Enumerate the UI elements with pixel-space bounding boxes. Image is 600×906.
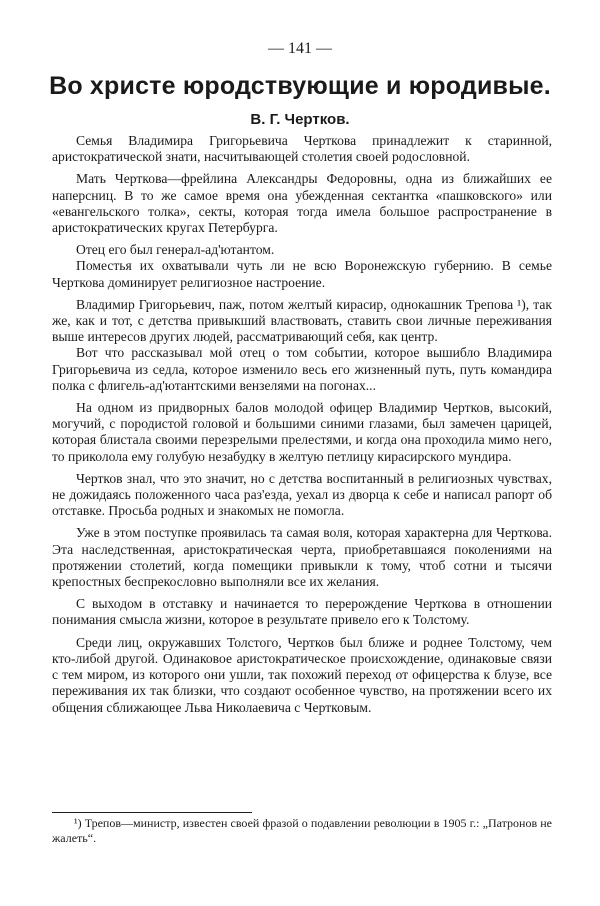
body-text (52, 133, 552, 716)
paragraph: Семья Владимира Григорьевича Черткова принадлежит к старинной, аристократической знати, насчитывающей столетия своей родословной. (52, 133, 552, 165)
page-number: — 141 — (268, 40, 332, 57)
chapter-title: Во христе юродствующие и юродивые. (49, 72, 551, 100)
paragraph: На одном из придворных балов молодой офицер Владимир Чертков, высокий, могучий, с породистой головой и большими синими глазами, был замечен царицей, которая блистала своими перезрелыми прелестями, и когда она проходила мимо него, то приколола ему голубую незабудку в желтую петлицу кирасирского мундира. (52, 400, 552, 464)
footnote-text: ¹) Трепов—министр, известен своей фразой о подавлении революции в 1905 г.: „Патронов не жалеть“. (52, 816, 552, 845)
footnote (52, 816, 552, 846)
paragraph: Вот что рассказывал мой отец о том событии, которое вышибло Владимира Григорьевича из седла, которое изменило весь его жизненный путь, путь командира полка с флигель-ад'ютантскими вензелями на погонах... (52, 345, 552, 393)
section-author-heading: В. Г. Чертков. (250, 111, 350, 128)
paragraph: Владимир Григорьевич, паж, потом желтый кирасир, однокашник Трепова ¹), так же, как и тот, с детства привыкший властвовать, ставить свои личные переживания выше интересов других людей, рассматривающий себя, как центр. (52, 296, 552, 345)
paragraph: Уже в этом поступке проявилась та самая воля, которая характерна для Черткова. Эта наследственная, аристократическая черта, приобретавшаяся поколениями на протяжении столетий, когда помещики привыкли к тому, чтоб сотни и тысячи крепостных беспрекословно выполняли все их желания. (52, 525, 552, 590)
paragraph: С выходом в отставку и начинается то перерождение Черткова в отношении понимания смысла жизни, которое в результате привело его к Толстому. (52, 596, 552, 628)
paragraph: Мать Черткова—фрейлина Александры Федоровны, одна из ближайших ее наперсниц. В то же самое время она убежденная сектантка «пашковского» или «евангельского толка», секты, которая тогда имела большое распространение в аристократических кругах Петербурга. (52, 171, 552, 236)
paragraph: Среди лиц, окружавших Толстого, Чертков был ближе и роднее Толстому, чем кто-либой другой. Одинаковое аристократическое происхождение, одинаковые связи с тем миром, из которого они ушли, так похожий переход от офицерства к блузе, все переживания их так близки, что создают особенное чувство, на протяжении всего их общения сближающее Льва Николаевича с Чертковым. (52, 634, 552, 715)
paragraph: Поместья их охватывали чуть ли не всю Воронежскую губернию. В семье Черткова доминирует религиозное настроение. (52, 258, 552, 290)
paragraph: Чертков знал, что это значит, но с детства воспитанный в религиозных чувствах, не дожидаясь положенного часа раз'езда, уехал из дворца к себе и написал рапорт об отставке. Просьба родных и знакомых не помогла. (52, 470, 552, 519)
paragraph: Отец его был генерал-ад'ютантом. (76, 242, 275, 258)
footnote-divider (52, 812, 252, 813)
